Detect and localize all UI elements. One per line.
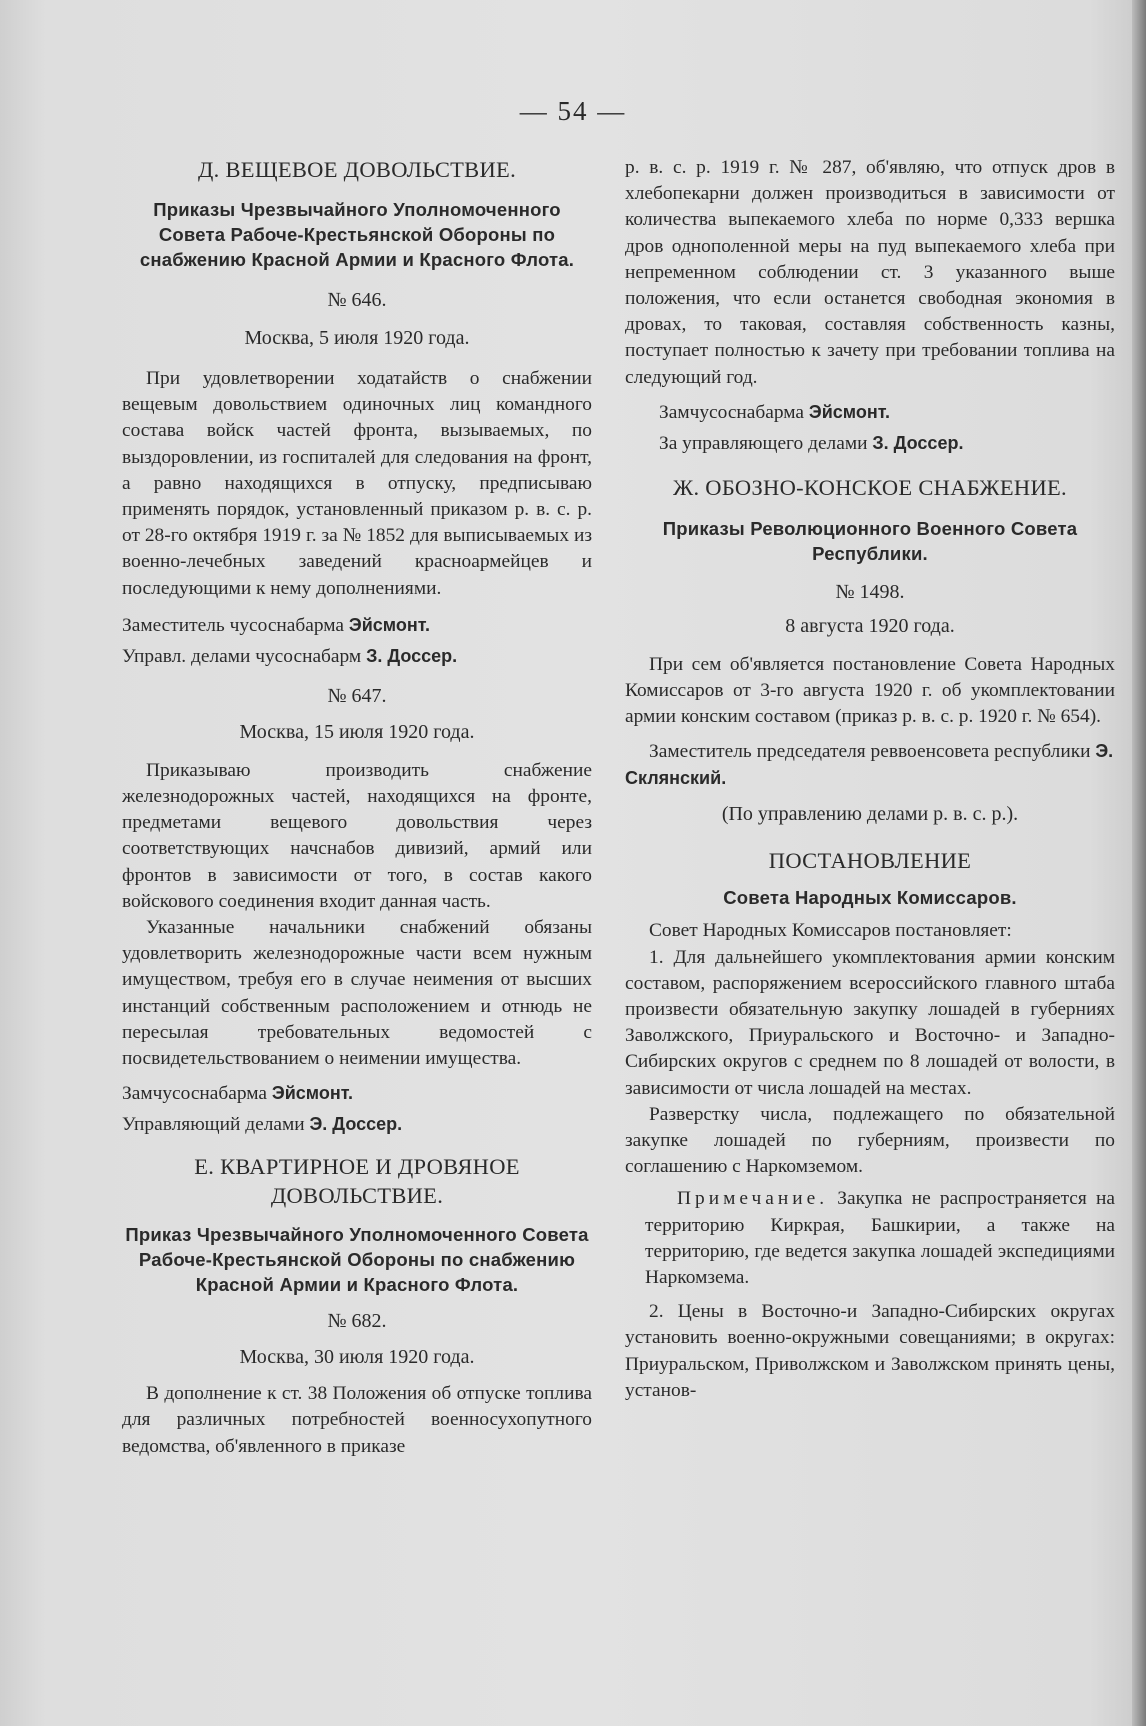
order-1498-footnote: (По управлению делами р. в. с. р.). xyxy=(721,803,1019,826)
resolution-distribution: Разверстку числа, подлежащего по обязательной закупке лошадей по губерниям, произвести по соглашению с Наркомземом. xyxy=(625,1103,1115,1178)
order-647-text-2: Указанные начальники снабжений обязаны удовлетворить железнодорожные части всем нужным имуществом, требуя его в случае неимения от высших инстанций собственным расположением и отнюдь не пересылая требовательных ведомостей с посвидетельствованием о неимении имущества. xyxy=(122,917,592,1070)
order-647-signature-2 xyxy=(122,1109,592,1140)
signature-title: За управляющего делами xyxy=(659,432,868,454)
right-column xyxy=(625,155,1115,1404)
signature-name: З. Доссер. xyxy=(872,432,964,453)
section-zh-heading: Ж. ОБОЗНО-КОНСКОЕ СНАБЖЕНИЕ. xyxy=(673,474,1067,500)
left-column xyxy=(122,155,592,1460)
note-label: Примечание. xyxy=(677,1188,829,1210)
order-682-number: № 682. xyxy=(327,1310,387,1333)
order-646-signature-1 xyxy=(122,610,592,641)
signature-title: Заместитель чусоснабарма xyxy=(122,614,345,636)
order-1498-number: № 1498. xyxy=(835,580,905,603)
section-e-heading: Е. КВАРТИРНОЕ И ДРОВЯНОЕ ДОВОЛЬСТВИЕ. xyxy=(194,1154,520,1209)
signature-name: Эйсмонт. xyxy=(808,401,890,422)
signature-title: Управл. делами чусоснабарм xyxy=(122,645,362,667)
order-646-number: № 646. xyxy=(327,289,387,311)
order-646-text: При удовлетворении ходатайств о снабжении вещевым довольствием одиночных лиц командного состава войск частей фронта, вызываемых, по выздоровлении, из госпиталей для следования на фронт, а равно находящихся в отпуску, предписываю применять порядок, установленный приказом р. в. с. р. от 28-го октября 1919 г. за № 1852 для выписываемых из военно-лечебных заведений красноармейцев и последующими к нему дополнениями. xyxy=(122,368,592,599)
order-647-text-1: Приказываю производить снабжение железнодорожных частей, находящихся на фронте, предметами вещевого довольствия через соответствующих начснабов дивизий, армий или фронтов в зависимости от того, в состав какого войскового соединения входит данная часть. xyxy=(122,759,592,912)
signature-name: Э. Склянский. xyxy=(625,741,1114,789)
resolution-intro: Совет Народных Комиссаров постановляет: xyxy=(649,920,1012,942)
resolution-subheading: Совета Народных Комиссаров. xyxy=(723,887,1017,909)
order-1498-signature xyxy=(625,738,1115,792)
order-646-date: Москва, 5 июля 1920 года. xyxy=(244,327,470,349)
order-1498-date: 8 августа 1920 года. xyxy=(785,614,955,637)
section-zh-subheading: Приказы Революционного Военного Совета Республики. xyxy=(662,517,1078,564)
order-682-continuation: р. в. с. р. 1919 г. № 287, об'являю, что отпуск дров в хлебопекарни должен производиться в зависимости от количества выпекаемого хлеба по норме 0,333 вершка дров однополенной меры на пуд выпекаемого хлеба при непременном соблюдении ст. 3 указанного выше положения, что если останется свободная экономия в дровах, то таковая, составляя собственность казны, поступает полностью к зачету при требовании топлива на следующий год. xyxy=(625,157,1115,388)
page-number: — 54 — xyxy=(519,96,627,126)
resolution-heading: ПОСТАНОВЛЕНИЕ xyxy=(768,848,972,874)
section-d-heading: Д. ВЕЩЕВОЕ ДОВОЛЬСТВИЕ. xyxy=(197,157,517,182)
signature-title: Замчусоснабарма xyxy=(659,401,805,423)
order-647-signature-1 xyxy=(122,1078,592,1109)
resolution-point-1: 1. Для дальнейшего укомплектования армии конским составом, распоряжением всероссийского главного штаба произвести обязательную закупку лошадей в губерниях Заволжского, Приуральского и Восточно- и Западно-Сибирских округов с среднем по 8 лошадей от волости, в зависимости от числа лошадей на местах. xyxy=(625,946,1115,1099)
resolution-point-2: 2. Цены в Восточно-и Западно-Сибирских округах установить военно-окружными совещаниями; в округах: Приуральском, Приволжском и Заволжском принять цены, установ- xyxy=(625,1301,1115,1401)
signature-title: Заместитель председателя реввоенсовета республики xyxy=(649,741,1091,763)
order-647-date: Москва, 15 июля 1920 года. xyxy=(239,720,475,743)
order-1498-text: При сем об'является постановление Совета Народных Комиссаров от 3-го августа 1920 г. об укомплектовании армии конским составом (приказ р. в. с. р. 1920 г. № 654). xyxy=(625,653,1115,728)
order-647-number: № 647. xyxy=(327,684,387,707)
order-646-signature-2 xyxy=(122,641,592,672)
signature-title: Замчусоснабарма xyxy=(122,1083,268,1105)
page-edge-shadow xyxy=(1132,0,1146,1726)
section-d-subheading: Приказы Чрезвычайного Уполномоченного Совета Рабоче-Крестьянской Обороны по снабжению Красной Армии и Красного Флота. xyxy=(139,199,575,270)
order-682-signature-2 xyxy=(625,428,1115,459)
section-e-subheading: Приказ Чрезвычайного Уполномоченного Совета Рабоче-Крестьянской Обороны по снабжению Красной Армии и Красного Флота. xyxy=(125,1224,589,1296)
signature-name: Эйсмонт. xyxy=(271,1083,353,1104)
signature-name: Эйсмонт. xyxy=(348,614,430,635)
order-682-text: В дополнение к ст. 38 Положения об отпуске топлива для различных потребностей военносухопутного ведомства, об'явленного в приказе xyxy=(122,1383,592,1457)
resolution-note xyxy=(625,1186,1115,1291)
signature-name: Э. Доссер. xyxy=(309,1114,403,1135)
order-682-date: Москва, 30 июля 1920 года. xyxy=(239,1346,475,1369)
signature-name: З. Доссер. xyxy=(366,645,458,666)
signature-title: Управляющий делами xyxy=(122,1114,305,1136)
order-682-signature-1 xyxy=(625,397,1115,428)
note-text: Закупка не распространяется на территорию Киркрая, Башкирии, а также на территорию, где ведется закупка лошадей экспедициями Наркомзема. xyxy=(645,1188,1115,1289)
